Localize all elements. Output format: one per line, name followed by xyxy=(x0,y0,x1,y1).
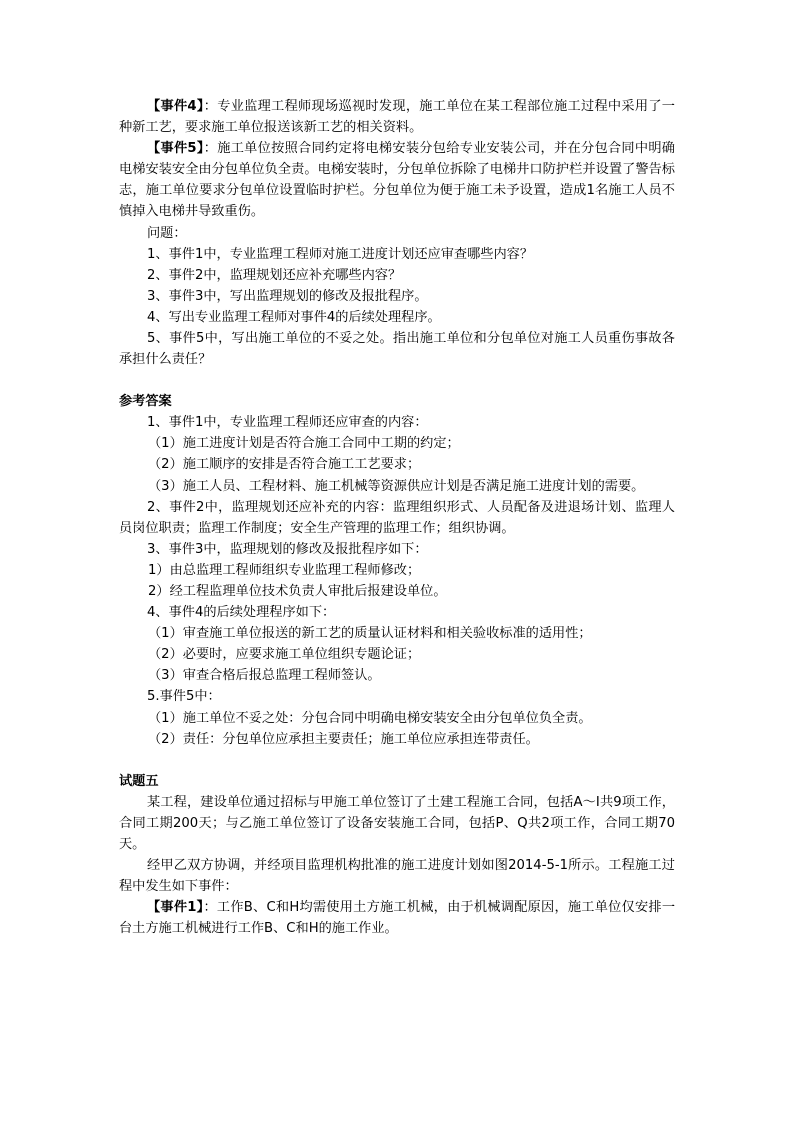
answer5-item: （1）施工单位不妥之处：分包合同中明确电梯安装安全由分包单位负全责。 xyxy=(148,710,592,726)
question-item: 1、事件1中，专业监理工程师对施工进度计划还应审查哪些内容？ xyxy=(147,246,534,262)
answer4-heading: 4、事件4的后续处理程序如下： xyxy=(147,605,336,621)
question-item: 3、事件3中，写出监理规划的修改及报批程序。 xyxy=(147,288,428,304)
event5-label: 【事件5】 xyxy=(147,141,204,157)
question5-title: 试题五 xyxy=(119,773,159,789)
question-item: 4、写出专业监理工程师对事件4的后续处理程序。 xyxy=(147,309,441,325)
answer2-paragraph: 2、事件2中，监理规划还应补充的内容：监理组织形式、人员配备及进退场计划、监理人员岗位职责；监理工作制度；安全生产管理的监理工作；组织协调。 xyxy=(119,499,675,536)
question5-paragraph: 经甲乙双方协调，并经项目监理机构批准的施工进度计划如图2014-5-1所示。工程施工过程中发生如下事件： xyxy=(119,858,675,895)
event4-text: ：专业监理工程师现场巡视时发现，施工单位在某工程部位施工过程中采用了一种新工艺，要求施工单位报送该新工艺的相关资料。 xyxy=(119,99,675,136)
answer1-item: （1）施工进度计划是否符合施工合同中工期的约定； xyxy=(148,436,460,452)
answer5-heading: 5.事件5中： xyxy=(147,689,221,705)
question5-paragraph: 某工程，建设单位通过招标与甲施工单位签订了土建工程施工合同，包括A～I共9项工作，合同工期200天；与乙施工单位签订了设备安装施工合同，包括P、Q共2项工作，合同工期70天。 xyxy=(119,794,675,852)
event1-text: ：工作B、C和H均需使用土方施工机械，由于机械调配原因，施工单位仅安排一台土方施工机械进行工作B、C和H的施工作业。 xyxy=(119,900,676,937)
questions-heading: 问题： xyxy=(147,225,187,241)
answer1-item: （2）施工顺序的安排是否符合施工工艺要求； xyxy=(148,457,421,473)
answer3-item: 1）由总监理工程师组织专业监理工程师修改； xyxy=(148,562,421,578)
event5-paragraph xyxy=(119,138,675,222)
answer4-item: （3）审查合格后报总监理工程师签认。 xyxy=(148,668,381,684)
answer1-heading: 1、事件1中，专业监理工程师还应审查的内容： xyxy=(147,415,428,431)
document-page xyxy=(119,96,675,939)
question-item: 5、事件5中，写出施工单位的不妥之处。指出施工单位和分包单位对施工人员重伤事故各承担什么责任？ xyxy=(119,331,675,368)
event4-paragraph xyxy=(119,96,675,138)
section-spacer xyxy=(119,370,675,391)
event1-label: 【事件1】 xyxy=(147,900,204,916)
answer4-item: （1）审查施工单位报送的新工艺的质量认证材料和相关验收标准的适用性； xyxy=(148,626,592,642)
event4-label: 【事件4】 xyxy=(147,99,204,114)
answer3-heading: 3、事件3中，监理规划的修改及报批程序如下： xyxy=(147,541,428,557)
answer4-item: （2）必要时，应要求施工单位组织专题论证； xyxy=(148,647,421,663)
answer3-item: 2）经工程监理单位技术负责人审批后报建设单位。 xyxy=(148,583,447,599)
answer1-item: （3）施工人员、工程材料、施工机械等资源供应计划是否满足施工进度计划的需要。 xyxy=(148,478,645,494)
event5-text: ：施工单位按照合同约定将电梯安装分包给专业安装公司，并在分包合同中明确电梯安装安全由分包单位负全责。电梯安装时，分包单位拆除了电梯井口防护栏并设置了警告标志，施工单位要求分包单位设置临时护栏。分包单位为便于施工未予设置，造成1名施工人员不慎掉入电梯井导致重伤。 xyxy=(119,141,675,220)
answers-title: 参考答案 xyxy=(119,394,172,410)
section-spacer xyxy=(119,750,675,771)
answer5-item: （2）责任：分包单位应承担主要责任；施工单位应承担连带责任。 xyxy=(148,731,539,747)
question-item: 2、事件2中，监理规划还应补充哪些内容？ xyxy=(147,267,402,283)
question5-event1-paragraph xyxy=(119,897,675,939)
